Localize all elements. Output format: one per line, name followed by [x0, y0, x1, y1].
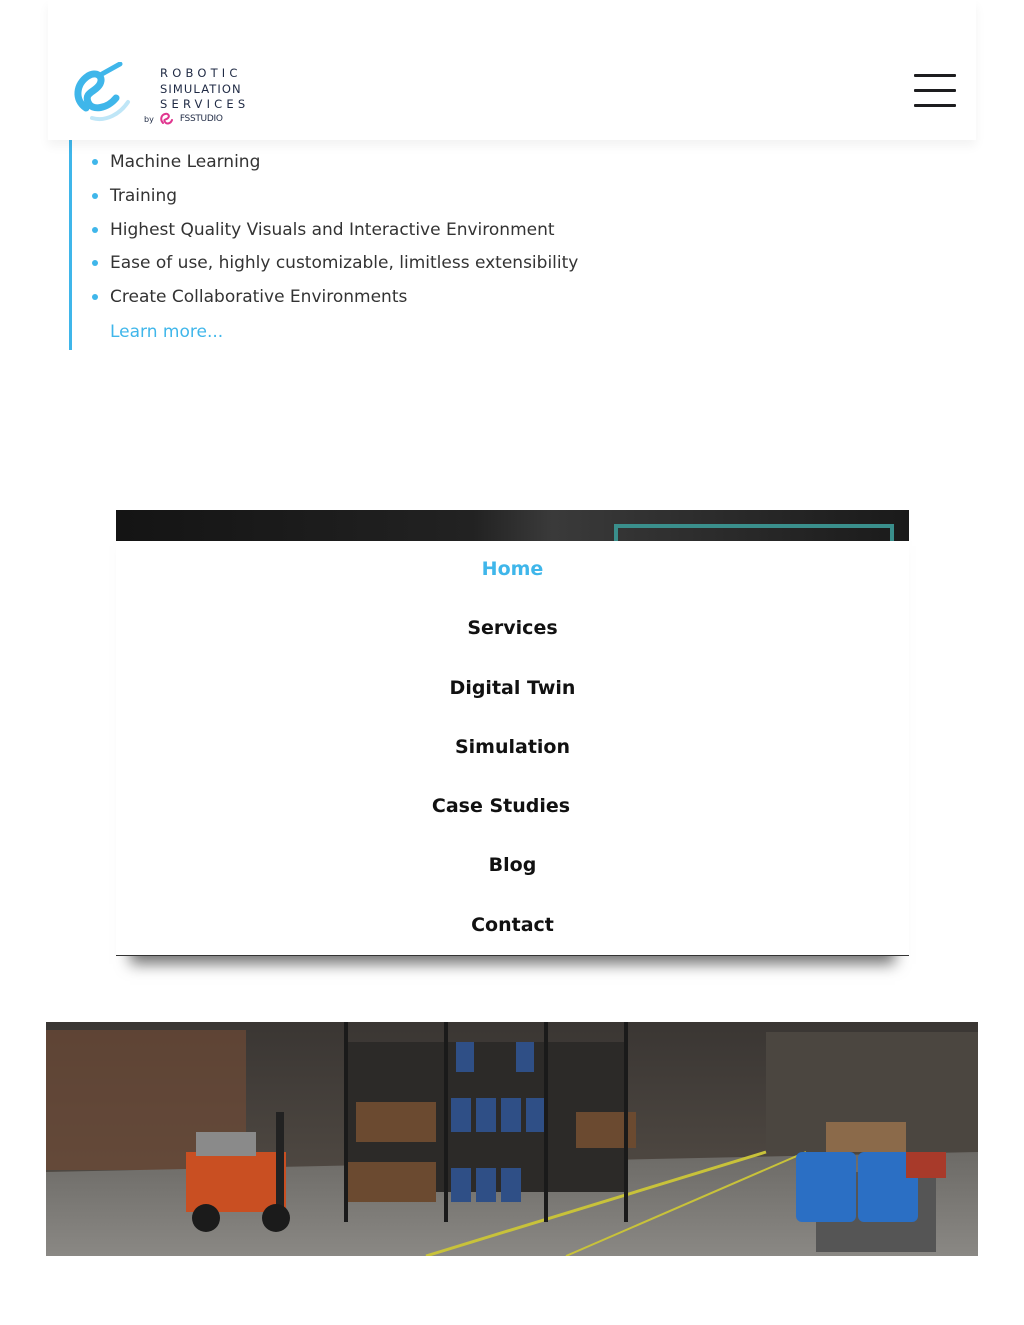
list-item [90, 184, 578, 218]
list-item [90, 218, 578, 252]
site-logo[interactable] [72, 62, 252, 128]
list-item [90, 251, 578, 285]
warehouse-simulation-image [46, 1022, 978, 1256]
bullet-dot-icon [92, 294, 98, 300]
feature-list [90, 150, 578, 319]
logo-byline [144, 112, 223, 126]
nav-item-digital-twin[interactable]: Digital Twin [449, 676, 576, 699]
list-item [90, 150, 578, 184]
menu-bottom-divider [116, 955, 909, 956]
hamburger-menu-button[interactable] [914, 74, 956, 108]
bullet-dot-icon [92, 193, 98, 199]
logo-by-word: by [144, 114, 154, 124]
list-item [90, 285, 578, 319]
nav-menu-list [116, 541, 909, 956]
bullet-dot-icon [92, 260, 98, 266]
menu-background-image-strip [116, 510, 909, 541]
hamburger-icon-bar [914, 74, 956, 77]
hamburger-icon-bar [914, 89, 956, 92]
nav-item-contact[interactable]: Contact [471, 913, 554, 936]
feature-label: Create Collaborative Environments [110, 287, 408, 307]
logo-parent-name: FSSTUDIO [179, 114, 223, 124]
logo-wordmark [160, 66, 249, 113]
feature-list-section [69, 140, 672, 350]
nav-item-services[interactable]: Services [467, 617, 558, 640]
learn-more-link[interactable]: Learn more... [110, 322, 224, 342]
hamburger-icon-bar [914, 104, 956, 107]
logo-line-robotic: ROBOTIC [160, 66, 242, 80]
nav-item-case-studies[interactable]: Case Studies [431, 795, 571, 818]
warehouse-scene-illustration [46, 1022, 978, 1256]
rss-logo-mark-icon [72, 62, 132, 124]
logo-line-simulation: SIMULATION [160, 81, 242, 96]
nav-item-simulation[interactable]: Simulation [454, 735, 571, 758]
bullet-dot-icon [92, 227, 98, 233]
feature-label: Highest Quality Visuals and Interactive Environment [110, 219, 555, 240]
feature-label: Machine Learning [110, 152, 261, 172]
dropdown-nav-menu [116, 510, 909, 956]
fsstudio-logo-icon [160, 112, 174, 126]
site-header [48, 0, 976, 140]
nav-item-blog[interactable]: Blog [488, 854, 537, 877]
nav-item-home[interactable]: Home [481, 558, 544, 580]
strip-frame-decoration [614, 524, 894, 541]
logo-line-services: SERVICES [160, 97, 250, 111]
bullet-dot-icon [92, 159, 98, 165]
feature-label: Ease of use, highly customizable, limitless extensibility [110, 253, 579, 274]
feature-label: Training [110, 185, 178, 206]
